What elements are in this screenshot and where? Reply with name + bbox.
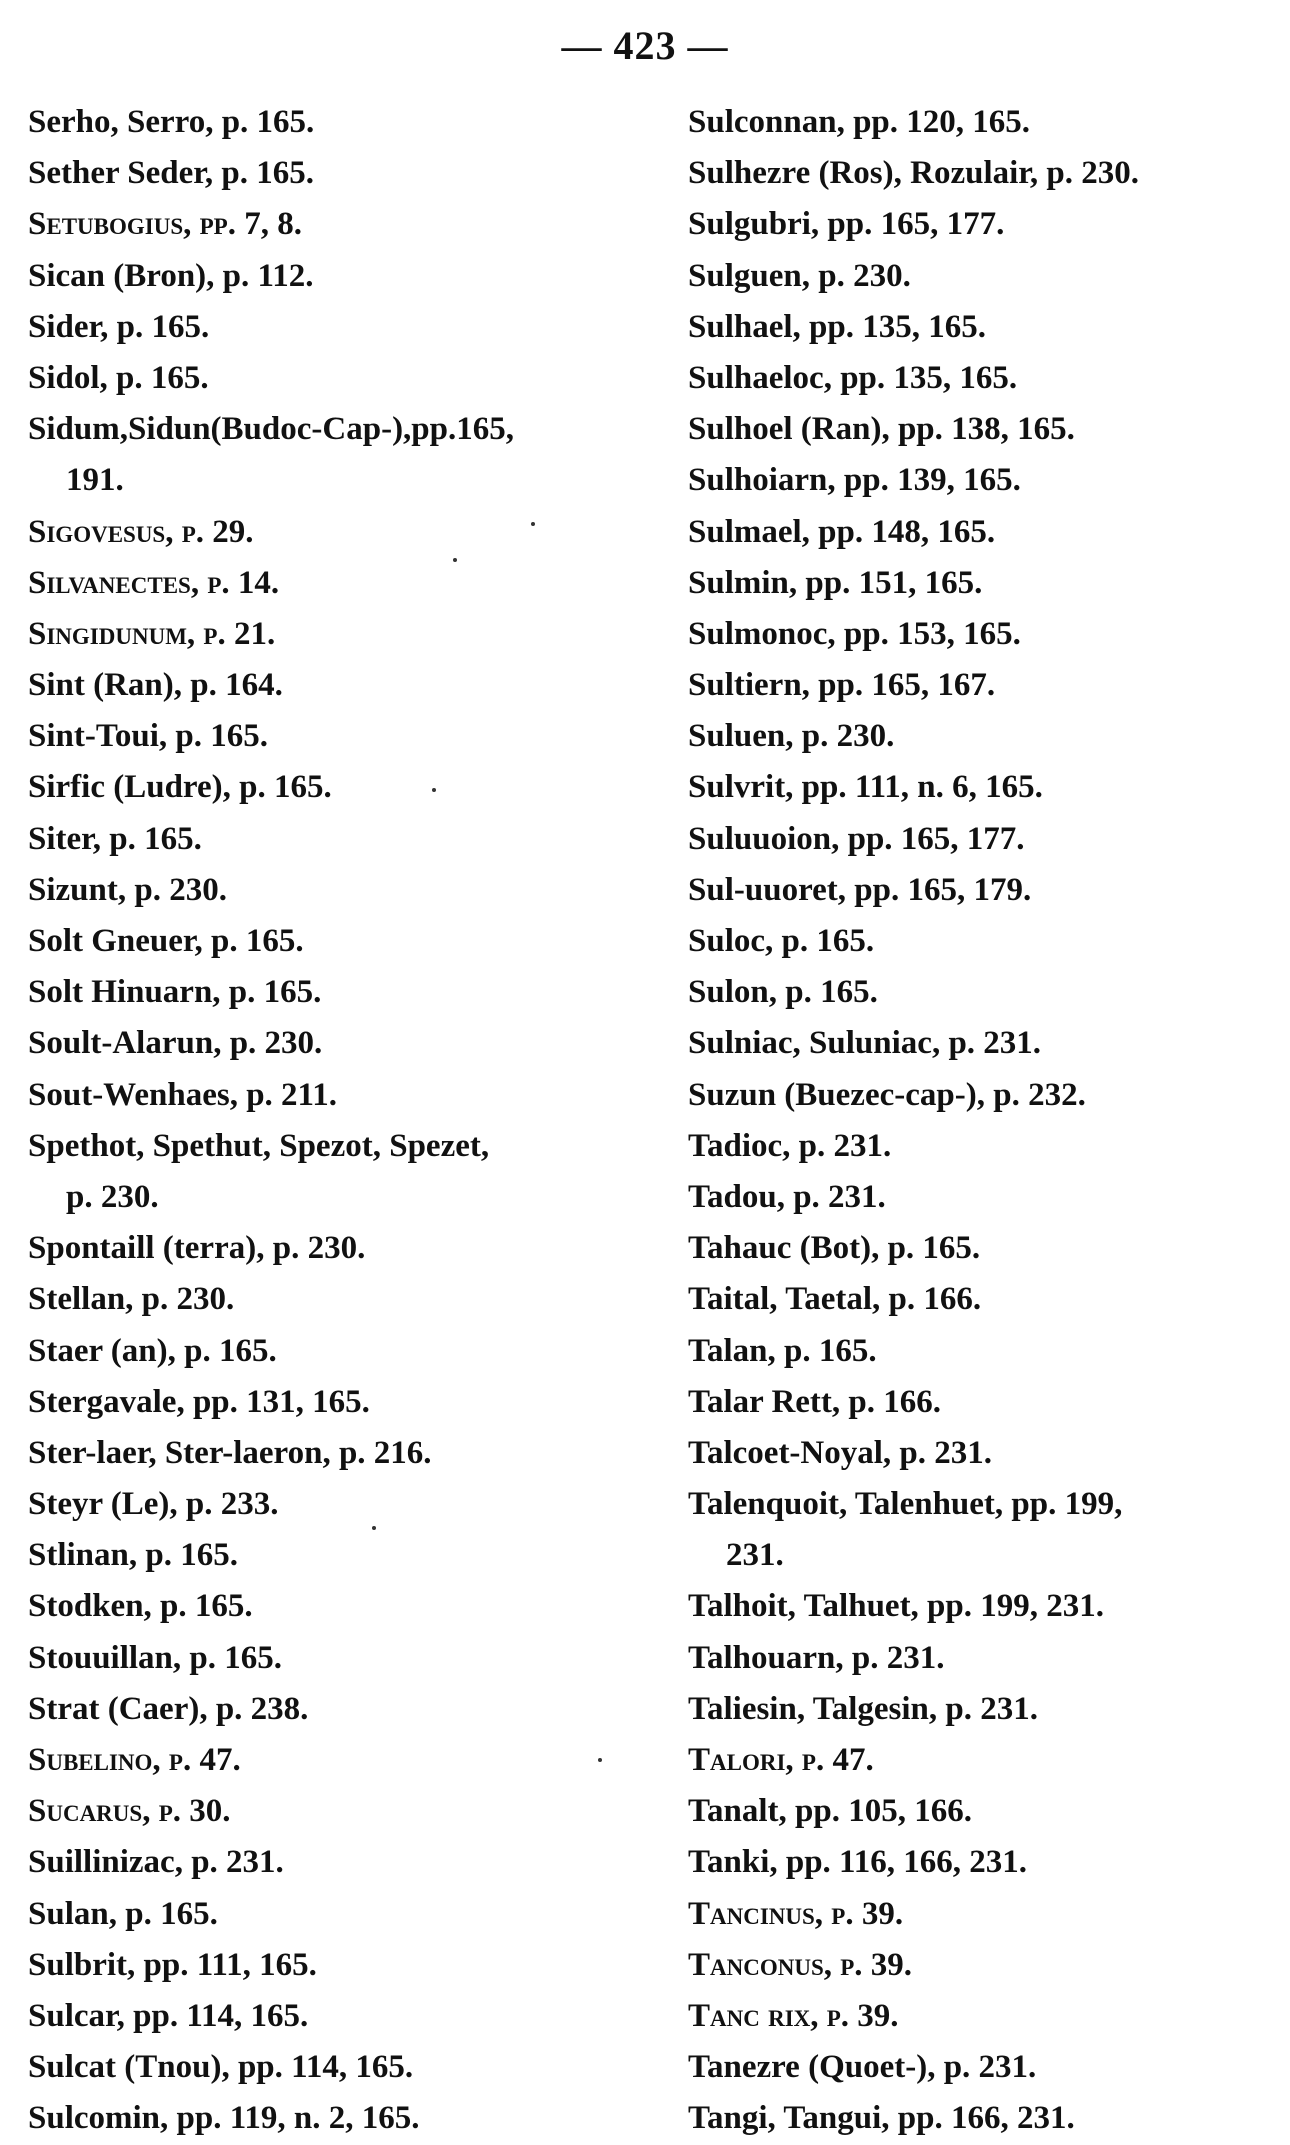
index-entry: Stellan, p. 230.: [28, 1281, 235, 1318]
index-entry: Talenquoit, Talenhuet, pp. 199,: [688, 1486, 1123, 1523]
index-entry-continuation: p. 230.: [66, 1178, 159, 1215]
index-entry: Sether Seder, p. 165.: [28, 155, 315, 192]
index-entry: Sizunt, p. 230.: [28, 871, 227, 908]
index-entry: Strat (Caer), p. 238.: [28, 1690, 309, 1727]
ink-speck: [598, 1758, 602, 1762]
index-entry: Spontaill (terra), p. 230.: [28, 1230, 366, 1267]
index-entry: Sulcomin, pp. 119, n. 2, 165.: [28, 2100, 420, 2137]
page-number: — 423 —: [561, 23, 729, 68]
index-entry: Sultiern, pp. 165, 167.: [688, 667, 996, 704]
index-entry: Talhouarn, p. 231.: [688, 1639, 945, 1676]
index-entry-continuation: 191.: [66, 462, 124, 499]
index-entry: Sulhaeloc, pp. 135, 165.: [688, 359, 1018, 396]
index-entry: Taliesin, Talgesin, p. 231.: [688, 1690, 1038, 1727]
index-entry: Singidunum, p. 21.: [28, 615, 276, 652]
index-entry: Solt Hinuarn, p. 165.: [28, 974, 322, 1011]
index-entry: Sulcat (Tnou), pp. 114, 165.: [28, 2049, 414, 2086]
index-entry: Tanalt, pp. 105, 166.: [688, 1793, 972, 1830]
index-entry: Serho, Serro, p. 165.: [28, 104, 315, 140]
index-entry: Tahauc (Bot), p. 165.: [688, 1230, 981, 1267]
index-entry: Sul-uuoret, pp. 165, 179.: [688, 871, 1032, 908]
index-entry: Sulhezre (Ros), Rozulair, p. 230.: [688, 155, 1140, 192]
index-entry: Sint (Ran), p. 164.: [28, 667, 283, 704]
index-entry: Ster-laer, Ster-laeron, p. 216.: [28, 1434, 432, 1471]
index-entry: Tanki, pp. 116, 166, 231.: [688, 1844, 1027, 1881]
index-entry: Sidol, p. 165.: [28, 359, 209, 396]
index-entry: Tangi, Tangui, pp. 166, 231.: [688, 2100, 1075, 2137]
index-entry: Sulniac, Suluniac, p. 231.: [688, 1025, 1042, 1062]
index-entry: Talhoit, Talhuet, pp. 199, 231.: [688, 1588, 1105, 1625]
index-entry: Suloc, p. 165.: [688, 923, 875, 959]
index-entry: Sulvrit, pp. 111, n. 6, 165.: [688, 769, 1043, 806]
index-entry-continuation: 231.: [726, 1537, 784, 1574]
index-entry: Sulmael, pp. 148, 165.: [688, 513, 996, 550]
index-entry: Sulmonoc, pp. 153, 165.: [688, 615, 1021, 652]
index-entry: Talori, p. 47.: [688, 1742, 874, 1778]
index-entry: Stouuillan, p. 165.: [28, 1639, 283, 1676]
index-entry: Sint-Toui, p. 165.: [28, 718, 268, 755]
index-entry: Stlinan, p. 165.: [28, 1537, 238, 1574]
index-entry: Siter, p. 165.: [28, 820, 202, 857]
index-entry: Sulhoel (Ran), pp. 138, 165.: [688, 411, 1075, 448]
index-entry: Steyr (Le), p. 233.: [28, 1486, 279, 1523]
index-entry: Tanc rix, p. 39.: [688, 1997, 899, 2034]
index-entry: Sican (Bron), p. 112.: [28, 257, 314, 294]
index-entry: Sulconnan, pp. 120, 165.: [688, 104, 1031, 140]
index-entry: Suluen, p. 230.: [688, 718, 895, 755]
index-entry: Talcoet-Noyal, p. 231.: [688, 1434, 993, 1471]
index-entry: Taital, Taetal, p. 166.: [688, 1281, 982, 1318]
index-entry: Tanezre (Quoet-), p. 231.: [688, 2049, 1037, 2086]
index-entry: Suillinizac, p. 231.: [28, 1844, 284, 1881]
index-entry: Sucarus, p. 30.: [28, 1793, 231, 1830]
index-entry: Sulguen, p. 230.: [688, 257, 911, 294]
ink-speck: [432, 788, 436, 792]
index-entry: Sigovesus, p. 29.: [28, 513, 254, 550]
index-entry: Sider, p. 165.: [28, 308, 210, 345]
index-entry: Sulon, p. 165.: [688, 974, 878, 1011]
index-entry: Staer (an), p. 165.: [28, 1332, 277, 1369]
index-entry: Sulhael, pp. 135, 165.: [688, 308, 986, 345]
index-entry: Sulan, p. 165.: [28, 1895, 218, 1932]
left-index-column: [28, 97, 648, 2145]
ink-speck: [531, 522, 535, 526]
index-entry: Sulhoiarn, pp. 139, 165.: [688, 462, 1021, 499]
index-entry: Talar Rett, p. 166.: [688, 1383, 942, 1420]
index-entry: Subelino, p. 47.: [28, 1742, 241, 1778]
right-index-column: [688, 97, 1278, 2145]
index-entry: Setubogius, pp. 7, 8.: [28, 206, 302, 243]
index-entry: Sulgubri, pp. 165, 177.: [688, 206, 1005, 243]
ink-speck: [453, 558, 457, 562]
index-entry: Stodken, p. 165.: [28, 1588, 253, 1625]
index-entry: Stergavale, pp. 131, 165.: [28, 1383, 370, 1420]
index-entry: Sulmin, pp. 151, 165.: [688, 564, 983, 601]
index-entry: Sidum,Sidun(Budoc-Cap-),pp.165,: [28, 411, 515, 448]
index-entry: Suzun (Buezec-cap-), p. 232.: [688, 1076, 1086, 1113]
index-entry: Tadou, p. 231.: [688, 1178, 886, 1215]
index-entry: Spethot, Spethut, Spezot, Spezet,: [28, 1127, 490, 1164]
index-entry: Silvanectes, p. 14.: [28, 564, 280, 601]
index-entry: Talan, p. 165.: [688, 1332, 877, 1369]
index-entry: Tanconus, p. 39.: [688, 1946, 913, 1983]
index-entry: Tancinus, p. 39.: [688, 1895, 904, 1932]
index-entry: Suluuoion, pp. 165, 177.: [688, 820, 1025, 857]
index-entry: Soult-Alarun, p. 230.: [28, 1025, 323, 1062]
index-entry: Solt Gneuer, p. 165.: [28, 923, 304, 959]
index-entry: Sout-Wenhaes, p. 211.: [28, 1076, 337, 1113]
ink-speck: [372, 1526, 376, 1530]
index-entry: Sulcar, pp. 114, 165.: [28, 1997, 309, 2034]
index-entry: Tadioc, p. 231.: [688, 1127, 892, 1164]
index-entry: Sirfic (Ludre), p. 165.: [28, 769, 332, 806]
index-entry: Sulbrit, pp. 111, 165.: [28, 1946, 317, 1983]
